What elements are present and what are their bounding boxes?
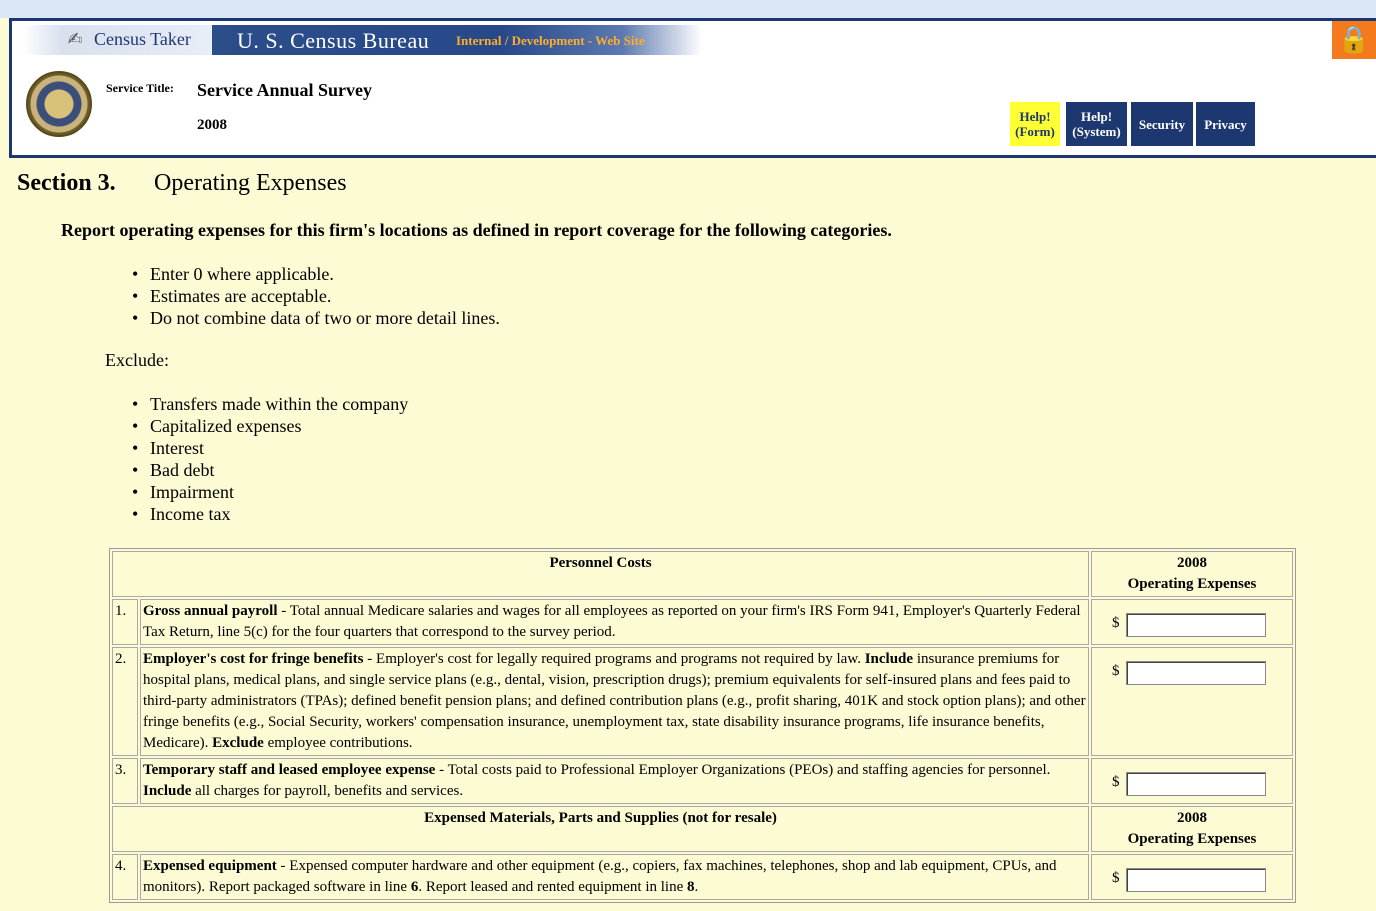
group-header [112, 551, 1089, 597]
bureau-name: U. S. Census Bureau [237, 28, 430, 53]
help-form-label: Help! (Form) [1015, 109, 1055, 139]
line-number: 2. [112, 647, 138, 756]
column-label: Operating Expenses [1127, 831, 1257, 847]
title-bar [22, 25, 702, 55]
line-number: 3. [112, 758, 138, 804]
section-number: Section 3. [17, 170, 116, 196]
table-row [112, 854, 1293, 900]
list-item: • Estimates are acceptable. [132, 285, 500, 307]
list-item: • Impairment [132, 481, 408, 503]
exclude-keyword: Exclude [212, 735, 264, 751]
tips-list [132, 263, 500, 329]
currency-symbol: $ [1112, 615, 1120, 631]
line-text: all charges for payroll, benefits and services. [191, 783, 464, 799]
list-item: • Enter 0 where applicable. [132, 263, 500, 285]
group-title: Expensed Materials, Parts and Supplies (not for resale) [424, 810, 777, 826]
line-text: - Total costs paid to Professional Employer Organizations (PEOs) and staffing agencies for personnel. [435, 762, 1051, 778]
service-title: Service Annual Survey [197, 80, 373, 100]
survey-year: 2008 [197, 117, 227, 133]
currency-symbol: $ [1112, 663, 1120, 679]
site-banner [9, 18, 1376, 158]
table-header-row [112, 551, 1293, 597]
line-description [140, 599, 1089, 645]
line-text: . [694, 879, 699, 895]
group-header [112, 806, 1089, 852]
line-description [140, 647, 1089, 756]
include-keyword: Include [143, 783, 192, 799]
currency-symbol: $ [1112, 774, 1120, 790]
line-number: 4. [112, 854, 138, 900]
table-row [112, 647, 1293, 756]
census-taker-icon: ✍ [67, 29, 83, 50]
line-text: insurance premiums for hospital plans, medical plans, and single service plans (e.g., dental, vision, prescription drugs); premium equivalents for self-insured plans and fees paid to third-party administrators (TPAs); defined benefit pension plans; and defined contribution plans (e.g., profit sharing, 401K and stock option plans); and other fringe benefits (e.g., Social Security, workers' compensation insurance, unemployment tax, state disability insurance programs, life insurance benefits, Medicare). [143, 651, 1086, 751]
security-label: Security [1138, 116, 1186, 132]
section-title: Operating Expenses [154, 170, 347, 196]
line-title: Expensed equipment [143, 858, 277, 874]
line-title: Temporary staff and leased employee expense [143, 762, 436, 778]
include-keyword: Include [864, 651, 914, 667]
line-title: Employer's cost for fringe benefits [143, 651, 364, 667]
table-row [112, 599, 1293, 645]
service-title-label: Service Title: [106, 81, 174, 95]
list-item: • Do not combine data of two or more detail lines. [132, 307, 500, 329]
exclude-list [132, 393, 408, 525]
privacy-button[interactable] [1196, 102, 1255, 146]
column-header [1091, 551, 1293, 597]
gross-payroll-input[interactable] [1126, 613, 1266, 637]
table-row [112, 758, 1293, 804]
line-description [140, 758, 1089, 804]
security-button[interactable] [1131, 102, 1193, 146]
privacy-label: Privacy [1204, 116, 1247, 132]
column-header [1091, 806, 1293, 852]
amount-cell [1091, 854, 1293, 900]
column-label: Operating Expenses [1127, 576, 1257, 592]
line-reference: 6 [410, 879, 419, 895]
operating-expenses-table [109, 548, 1296, 903]
column-year: 2008 [1177, 555, 1207, 571]
list-item: • Interest [132, 437, 408, 459]
line-text: - Total annual Medicare salaries and wages for all employees as reported on your firm's IRS Form 941, Employer's Quarterly Federal Tax Return, line 5(c) for the four quarters that correspond to the survey period. [143, 603, 1081, 640]
column-year: 2008 [1177, 810, 1207, 826]
line-title: Gross annual payroll [143, 603, 278, 619]
app-name: Census Taker [94, 29, 191, 49]
fringe-benefits-input[interactable] [1126, 661, 1266, 685]
group-title: Personnel Costs [549, 555, 652, 571]
expensed-equipment-input[interactable] [1126, 868, 1266, 892]
list-item: • Income tax [132, 503, 408, 525]
line-number: 1. [112, 599, 138, 645]
amount-cell [1091, 599, 1293, 645]
table-header-row [112, 806, 1293, 852]
help-form-button[interactable] [1010, 102, 1060, 146]
line-reference: 8 [687, 879, 695, 895]
site-badge: Internal / Development - Web Site [456, 33, 645, 48]
census-seal-icon [26, 71, 92, 137]
line-text: - Employer's cost for legally required programs and programs not required by law. [363, 651, 865, 667]
list-item: • Transfers made within the company [132, 393, 408, 415]
amount-cell [1091, 647, 1293, 756]
section-instructions: Report operating expenses for this firm's locations as defined in report coverage for the following categories. [61, 220, 892, 240]
currency-symbol: $ [1112, 870, 1120, 886]
help-system-label: Help! (System) [1072, 109, 1121, 139]
lock-icon[interactable]: 🔒 [1332, 21, 1376, 59]
temporary-staff-input[interactable] [1126, 772, 1266, 796]
browser-top-strip [0, 0, 1376, 18]
line-text: employee contributions. [263, 735, 413, 751]
line-text: . Report leased and rented equipment in line [418, 879, 688, 895]
list-item: • Bad debt [132, 459, 408, 481]
list-item: • Capitalized expenses [132, 415, 408, 437]
amount-cell [1091, 758, 1293, 804]
line-text: - Expensed computer hardware and other equipment (e.g., copiers, fax machines, telephones, shop and lab equipment, CPUs, and monitors). Report packaged software in line [143, 858, 1057, 895]
help-system-button[interactable] [1066, 102, 1127, 146]
census-taker-logo [22, 25, 212, 55]
line-description [140, 854, 1089, 900]
exclude-label: Exclude: [105, 350, 169, 370]
